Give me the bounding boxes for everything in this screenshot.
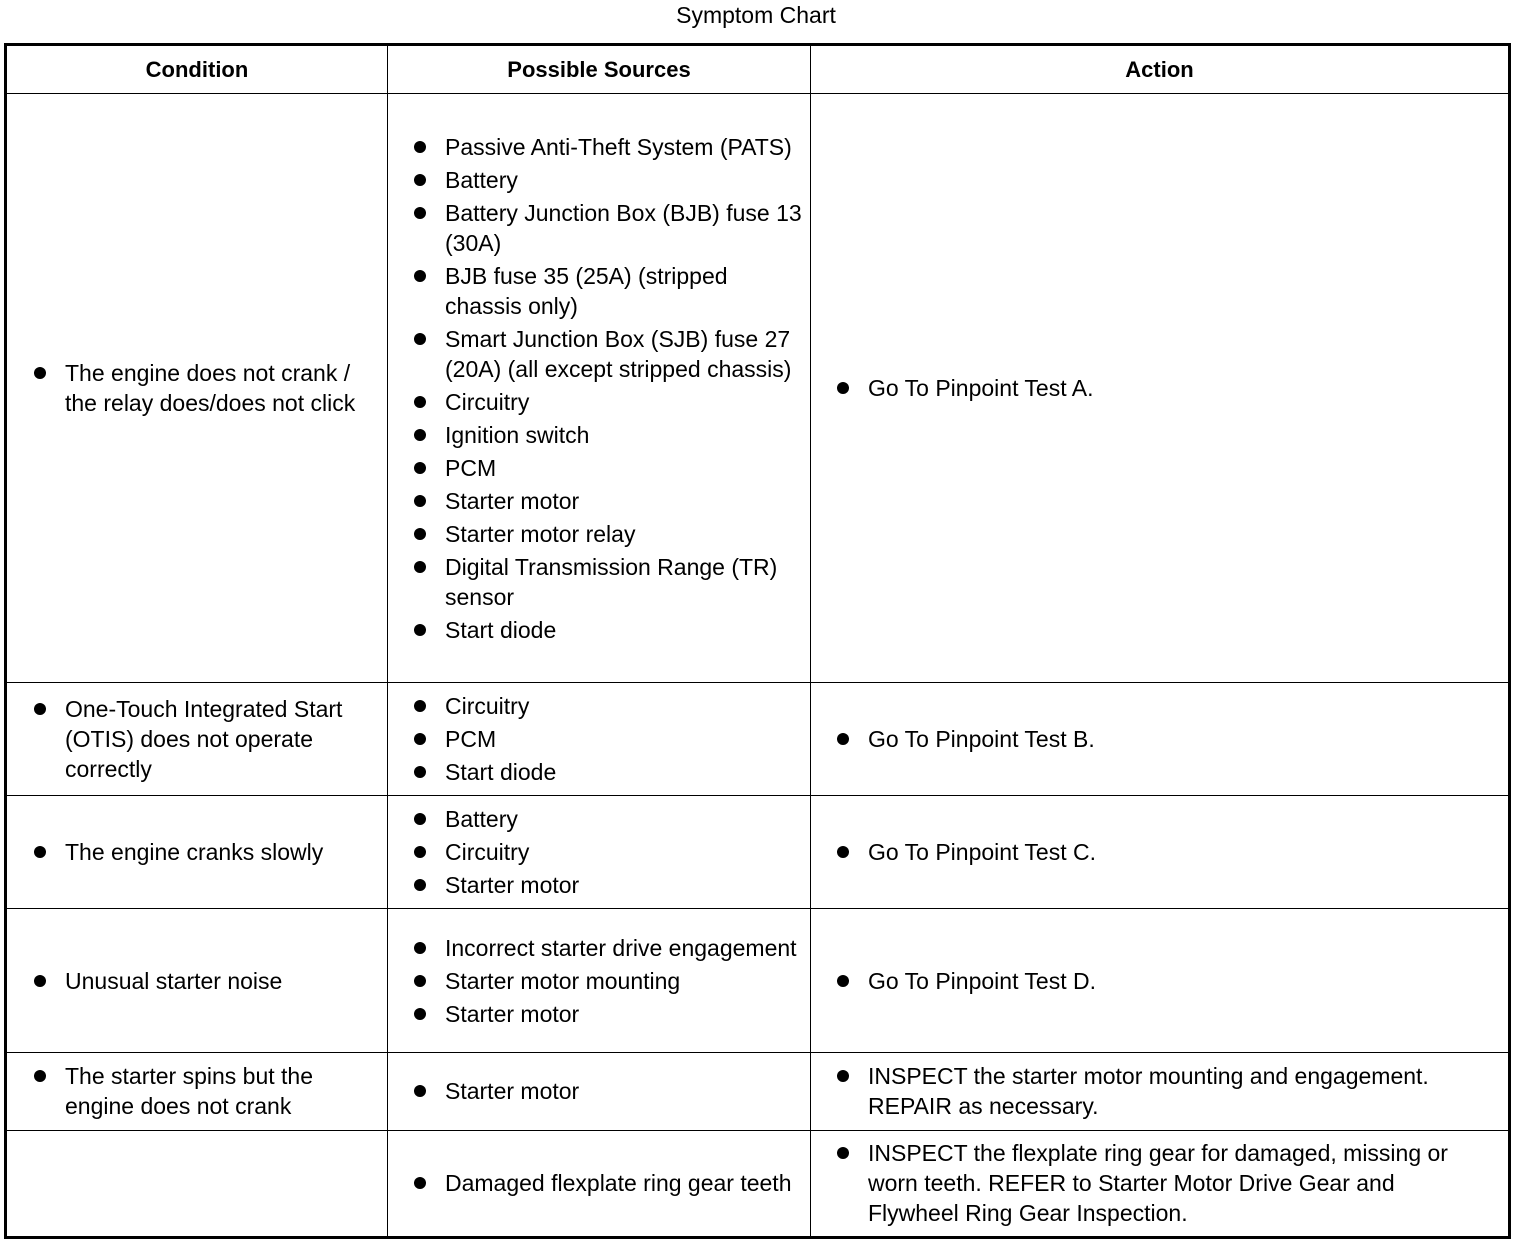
- source-item: Starter motor relay: [445, 519, 802, 549]
- action-cell: [811, 683, 1510, 796]
- source-item: Starter motor mounting: [445, 966, 802, 996]
- sources-cell: [388, 909, 811, 1052]
- condition-cell: [6, 909, 388, 1052]
- sources-cell: [388, 796, 811, 909]
- source-item: Digital Transmission Range (TR) sensor: [445, 552, 802, 612]
- table-row: [6, 796, 1510, 909]
- source-item: Battery: [445, 804, 802, 834]
- condition-cell: [6, 683, 388, 796]
- header-row: [6, 45, 1510, 94]
- header-condition: Condition: [6, 45, 388, 94]
- condition-text: The starter spins but the engine does not crank: [65, 1061, 379, 1121]
- action-cell: [811, 1052, 1510, 1130]
- table-row: [6, 1130, 1510, 1237]
- source-item: Ignition switch: [445, 420, 802, 450]
- source-item: PCM: [445, 724, 802, 754]
- action-cell: [811, 1130, 1510, 1237]
- action-cell: [811, 909, 1510, 1052]
- sources-cell: [388, 1130, 811, 1237]
- condition-text: One-Touch Integrated Start (OTIS) does not operate correctly: [65, 694, 379, 784]
- source-item: Starter motor: [445, 999, 802, 1029]
- source-item: Starter motor: [445, 1076, 802, 1106]
- source-item: PCM: [445, 453, 802, 483]
- action-text: Go To Pinpoint Test D.: [868, 966, 1488, 996]
- source-item: Circuitry: [445, 837, 802, 867]
- condition-text: Unusual starter noise: [65, 966, 379, 996]
- page-title: Symptom Chart: [676, 2, 836, 28]
- table-row: [6, 683, 1510, 796]
- action-text: Go To Pinpoint Test C.: [868, 837, 1488, 867]
- symptom-chart-table: [4, 43, 1511, 1239]
- table-row: [6, 94, 1510, 683]
- header-possible-sources: Possible Sources: [388, 45, 811, 94]
- source-item: Circuitry: [445, 387, 802, 417]
- condition-text: The engine cranks slowly: [65, 837, 379, 867]
- source-item: Circuitry: [445, 691, 802, 721]
- action-text: INSPECT the starter motor mounting and engagement. REPAIR as necessary.: [868, 1061, 1488, 1121]
- sources-cell: [388, 94, 811, 683]
- condition-cell: [6, 1052, 388, 1130]
- source-item: Battery: [445, 165, 802, 195]
- source-item: Incorrect starter drive engagement: [445, 933, 802, 963]
- action-text: Go To Pinpoint Test B.: [868, 724, 1488, 754]
- condition-cell: [6, 796, 388, 909]
- action-cell: [811, 796, 1510, 909]
- source-item: BJB fuse 35 (25A) (stripped chassis only): [445, 261, 802, 321]
- sources-cell: [388, 683, 811, 796]
- action-text: INSPECT the flexplate ring gear for damaged, missing or worn teeth. REFER to Starter Motor Drive Gear and Flywheel Ring Gear Inspection.: [868, 1138, 1488, 1228]
- source-item: Starter motor: [445, 486, 802, 516]
- source-item: Passive Anti-Theft System (PATS): [445, 132, 802, 162]
- condition-cell: [6, 94, 388, 683]
- source-item: Damaged flexplate ring gear teeth: [445, 1168, 802, 1198]
- source-item: Battery Junction Box (BJB) fuse 13 (30A): [445, 199, 802, 256]
- action-text: Go To Pinpoint Test A.: [868, 373, 1488, 403]
- condition-cell-empty: [6, 1130, 388, 1237]
- condition-text: The engine does not crank / the relay does/does not click: [65, 358, 379, 418]
- source-item: Start diode: [445, 757, 802, 787]
- table-row: [6, 909, 1510, 1052]
- source-item: Start diode: [445, 615, 802, 645]
- source-item: Smart Junction Box (SJB) fuse 27 (20A) (all except stripped chassis): [445, 324, 802, 384]
- sources-cell: [388, 1052, 811, 1130]
- action-cell: [811, 94, 1510, 683]
- header-action: Action: [811, 45, 1510, 94]
- table-row: [6, 1052, 1510, 1130]
- source-item: Starter motor: [445, 870, 802, 900]
